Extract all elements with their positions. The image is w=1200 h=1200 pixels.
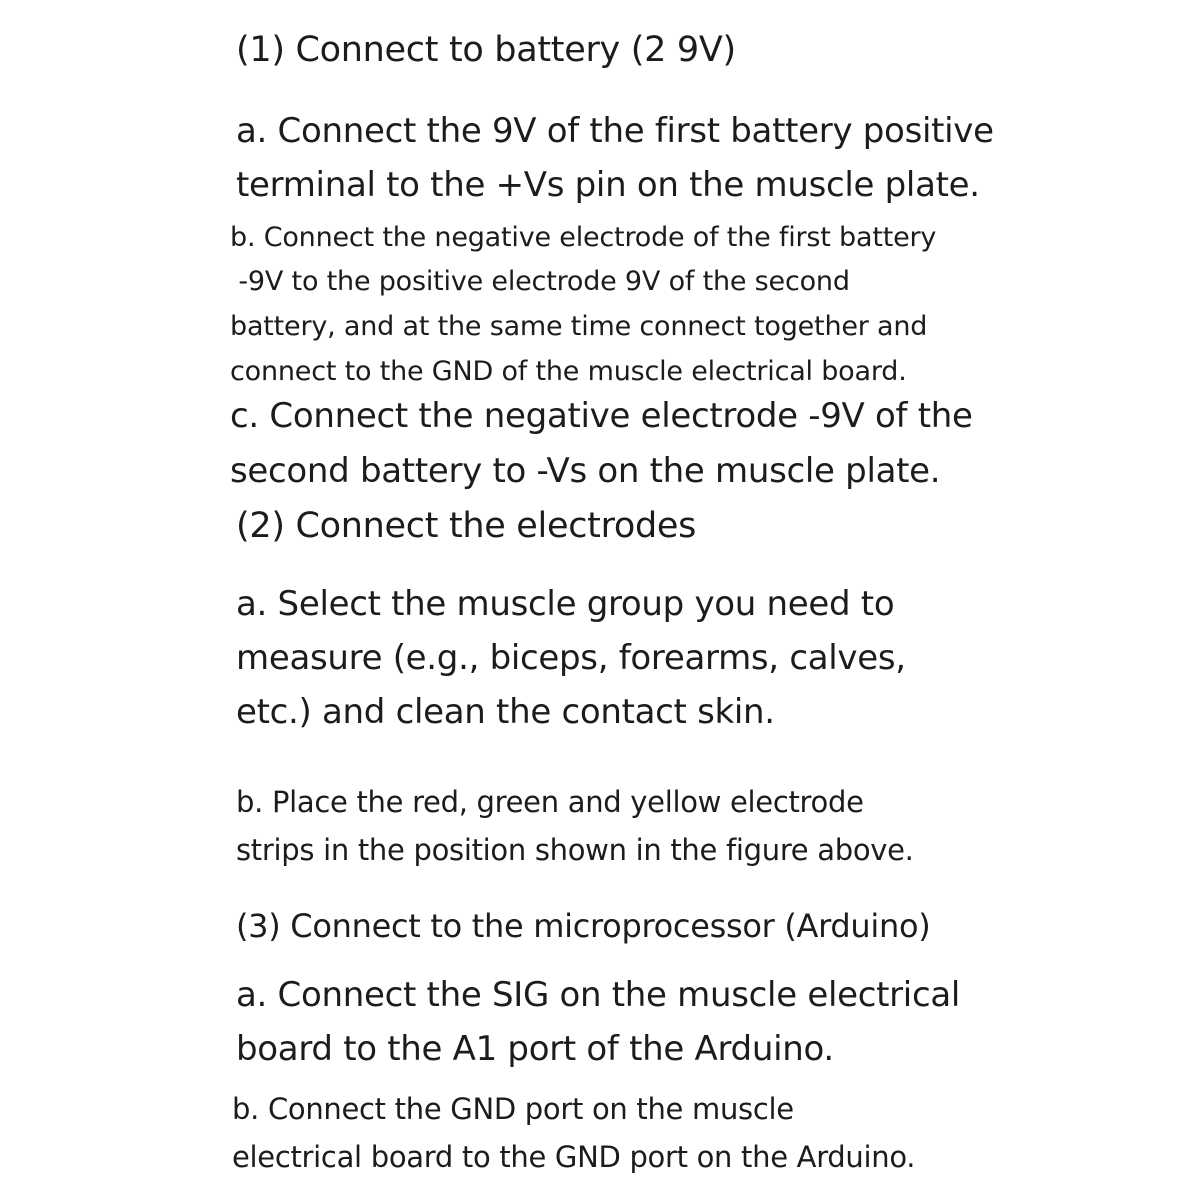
step-line: board to the A1 port of the Arduino. — [236, 1029, 834, 1069]
step-line: b. Connect the negative electrode of the first battery — [230, 222, 937, 253]
step-line: battery, and at the same time connect together and — [230, 311, 928, 342]
step-line: a. Select the muscle group you need to — [236, 584, 895, 624]
step-line: second battery to -Vs on the muscle plate. — [230, 451, 941, 491]
step-line: terminal to the +Vs pin on the muscle plate. — [236, 165, 980, 205]
section-heading: (1) Connect to battery (2 9V) — [236, 30, 736, 70]
step-line: a. Connect the 9V of the first battery positive — [236, 111, 994, 151]
step-line: b. Connect the GND port on the muscle — [232, 1092, 794, 1126]
step-line: a. Connect the SIG on the muscle electrical — [236, 975, 961, 1015]
section-heading: (3) Connect to the microprocessor (Arduino) — [236, 907, 931, 945]
step-line: connect to the GND of the muscle electrical board. — [230, 356, 907, 387]
step-line: electrical board to the GND port on the Arduino. — [232, 1140, 916, 1174]
section-heading: (2) Connect the electrodes — [236, 506, 697, 546]
step-line: -9V to the positive electrode 9V of the second — [230, 266, 850, 297]
step-line: etc.) and clean the contact skin. — [236, 692, 775, 732]
step-line: measure (e.g., biceps, forearms, calves, — [236, 638, 906, 678]
step-line: c. Connect the negative electrode -9V of the — [230, 396, 973, 436]
step-line: strips in the position shown in the figure above. — [236, 833, 914, 867]
step-line: b. Place the red, green and yellow electrode — [236, 785, 864, 819]
